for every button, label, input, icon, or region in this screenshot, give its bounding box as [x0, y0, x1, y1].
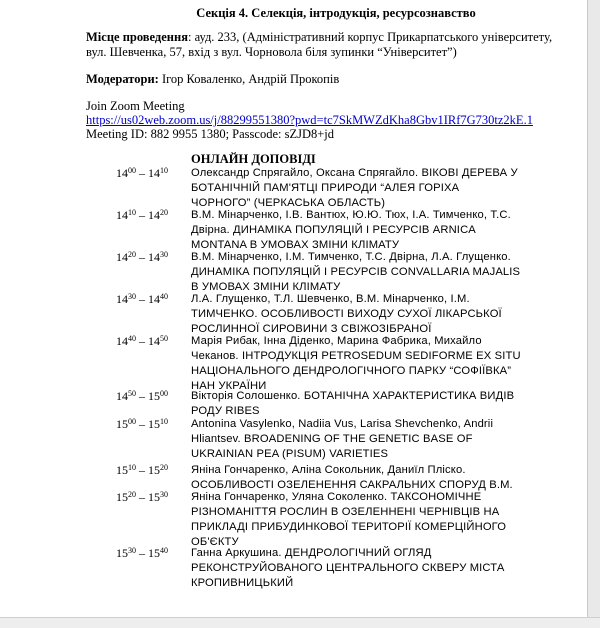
time-start-minute: 40 — [128, 334, 136, 343]
time-end-hour: 14 — [148, 166, 160, 180]
time-start-minute: 50 — [128, 389, 136, 398]
time-end-minute: 10 — [160, 166, 168, 175]
talk-time — [116, 166, 191, 181]
time-dash: – — [136, 389, 148, 403]
time-start-hour: 15 — [116, 490, 128, 504]
talk-time — [116, 208, 191, 223]
time-start-minute: 00 — [128, 166, 136, 175]
talk-text: Олександр Спрягайло, Оксана Спрягайло. ВІКОВІ ДЕРЕВА У БОТАНІЧНІЙ ПАМ'ЯТЦІ ПРИРОДИ “АЛЕЯ ГОРІХА ЧОРНОГО” (ЧЕРКАСЬКА ОБЛАСТЬ) — [191, 167, 518, 209]
time-dash: – — [136, 417, 148, 431]
zoom-meeting-id: Meeting ID: 882 9955 1380; Passcode: sZJD8+jd — [86, 127, 335, 141]
time-dash: – — [136, 208, 148, 222]
time-end-hour: 14 — [148, 292, 160, 306]
time-end-minute: 30 — [160, 490, 168, 499]
zoom-join-text: Join Zoom Meeting — [86, 99, 185, 113]
time-end-minute: 00 — [160, 389, 168, 398]
talk-text: Ганна Аркушина. ДЕНДРОЛОГІЧНИЙ ОГЛЯД РЕКОНСТРУЙОВАНОГО ЦЕНТРАЛЬНОГО СКВЕРУ МІСТА КРОПИВНИЦЬКИЙ — [191, 547, 505, 589]
time-dash: – — [136, 546, 148, 560]
section-title: Секція 4. Селекція, інтродукція, ресурсознавство — [196, 6, 476, 20]
document-page — [86, 0, 586, 628]
time-start-minute: 20 — [128, 250, 136, 259]
time-end-minute: 20 — [160, 463, 168, 472]
online-talks-heading: ОНЛАЙН ДОПОВІДІ — [191, 152, 316, 166]
time-dash: – — [136, 292, 148, 306]
talk-time — [116, 334, 191, 349]
time-start-hour: 14 — [116, 250, 128, 264]
time-start-minute: 20 — [128, 490, 136, 499]
time-end-hour: 15 — [148, 417, 160, 431]
zoom-block — [86, 99, 566, 141]
time-end-hour: 15 — [148, 389, 160, 403]
talk-text: В.М. Мінарченко, І.М. Тимченко, Т.С. Двірна, Л.А. Глущенко. ДИНАМІКА ПОПУЛЯЦІЙ І РЕСУРСІВ CONVALLARIA MAJALIS В УМОВАХ ЗМІНИ КЛІМАТУ — [191, 251, 521, 293]
window-bottom-edge — [0, 617, 600, 628]
zoom-link[interactable]: https://us02web.zoom.us/j/88299551380?pwd=tc7SkMWZdKha8Gbv1IRf7G730tz2kE.1 — [86, 113, 533, 127]
talk-time — [116, 463, 191, 478]
talk-text: В.М. Мінарченко, І.В. Вантюх, Ю.Ю. Тюх, І.А. Тимченко, Т.С. Двірна. ДИНАМІКА ПОПУЛЯЦІЙ І РЕСУРСІВ ARNICA MONTANA В УМОВАХ ЗМІНИ КЛІМАТУ — [191, 209, 511, 251]
venue-paragraph — [86, 30, 556, 60]
talk-time — [116, 546, 191, 561]
venue-text: : ауд. 233, (Адміністративний корпус Прикарпатського університету, вул. Шевченка, 57, вхід з вул. Чорновола біля зупинки “Університет”) — [86, 30, 553, 59]
time-end-hour: 14 — [148, 250, 160, 264]
time-start-minute: 30 — [128, 292, 136, 301]
time-start-hour: 14 — [116, 208, 128, 222]
time-start-minute: 30 — [128, 546, 136, 555]
time-start-minute: 10 — [128, 463, 136, 472]
talk-time — [116, 490, 191, 505]
time-start-minute: 10 — [128, 208, 136, 217]
talk-text: Марія Рибак, Інна Діденко, Марина Фабрика, Михайло Чеканов. ІНТРОДУКЦІЯ PETROSEDUM SEDIFORME EX SITU НАЦІОНАЛЬНОГО ДЕНДРОЛОГІЧНОГО ПАРКУ “СОФІЇВКА” НАН УКРАЇНИ — [191, 335, 521, 392]
time-end-minute: 40 — [160, 546, 168, 555]
time-start-hour: 14 — [116, 166, 128, 180]
time-dash: – — [136, 334, 148, 348]
time-dash: – — [136, 463, 148, 477]
time-start-minute: 00 — [128, 417, 136, 426]
talk-text: Яніна Гончаренко, Уляна Соколенко. ТАКСОНОМІЧНЕ РІЗНОМАНІТТЯ РОСЛИН В ОЗЕЛЕННЕНІ ЧЕРНІВЦІВ НА ПРИКЛАДІ ПРИБУДИНКОВОЇ ТЕРИТОРІЇ КОМЕРЦІЙНОГО ОБ'ЄКТУ — [191, 491, 507, 548]
time-end-minute: 10 — [160, 417, 168, 426]
talk-text: Л.А. Глущенко, Т.Л. Шевченко, В.М. Мінарченко, І.М. ТИМЧЕНКО. ОСОБЛИВОСТІ ВИХОДУ СУХОЇ ЛІКАРСЬКОЇ РОСЛИННОЇ СИРОВИНИ З СВІЖОЗІБРАНОЇ — [191, 293, 502, 335]
time-end-minute: 30 — [160, 250, 168, 259]
time-end-hour: 15 — [148, 546, 160, 560]
time-start-hour: 14 — [116, 334, 128, 348]
venue-label: Місце проведення — [86, 30, 188, 44]
time-end-minute: 50 — [160, 334, 168, 343]
time-dash: – — [136, 250, 148, 264]
talk-time — [116, 389, 191, 404]
time-start-hour: 15 — [116, 546, 128, 560]
moderators-paragraph — [86, 72, 556, 87]
talk-time — [116, 250, 191, 265]
moderators-label: Модератори: — [86, 72, 159, 86]
time-start-hour: 14 — [116, 292, 128, 306]
time-end-hour: 15 — [148, 463, 160, 477]
moderators-text: Ігор Коваленко, Андрій Прокопів — [158, 72, 340, 86]
time-start-hour: 15 — [116, 463, 128, 477]
time-dash: – — [136, 490, 148, 504]
time-end-minute: 40 — [160, 292, 168, 301]
talk-time — [116, 292, 191, 307]
talk-text: Яніна Гончаренко, Аліна Сокольник, Даниїл Пліско. ОСОБЛИВОСТІ ОЗЕЛЕНЕННЯ САКРАЛЬНИХ СПОРУД В.М. — [191, 464, 513, 491]
window-right-edge — [587, 0, 600, 628]
talk-time — [116, 417, 191, 432]
time-end-hour: 14 — [148, 208, 160, 222]
time-end-hour: 15 — [148, 490, 160, 504]
time-dash: – — [136, 166, 148, 180]
time-end-minute: 20 — [160, 208, 168, 217]
talk-text: Вікторія Солошенко. БОТАНІЧНА ХАРАКТЕРИСТИКА ВИДІВ РОДУ RIBES — [191, 390, 515, 417]
time-start-hour: 14 — [116, 389, 128, 403]
talk-text: Antonina Vasylenko, Nadiia Vus, Larisa Shevchenko, Andrii Hliantsev. BROADENING OF THE GENETIC BASE OF UKRAINIAN PEA (PISUM) VARIETIES — [191, 418, 494, 460]
time-end-hour: 14 — [148, 334, 160, 348]
time-start-hour: 15 — [116, 417, 128, 431]
